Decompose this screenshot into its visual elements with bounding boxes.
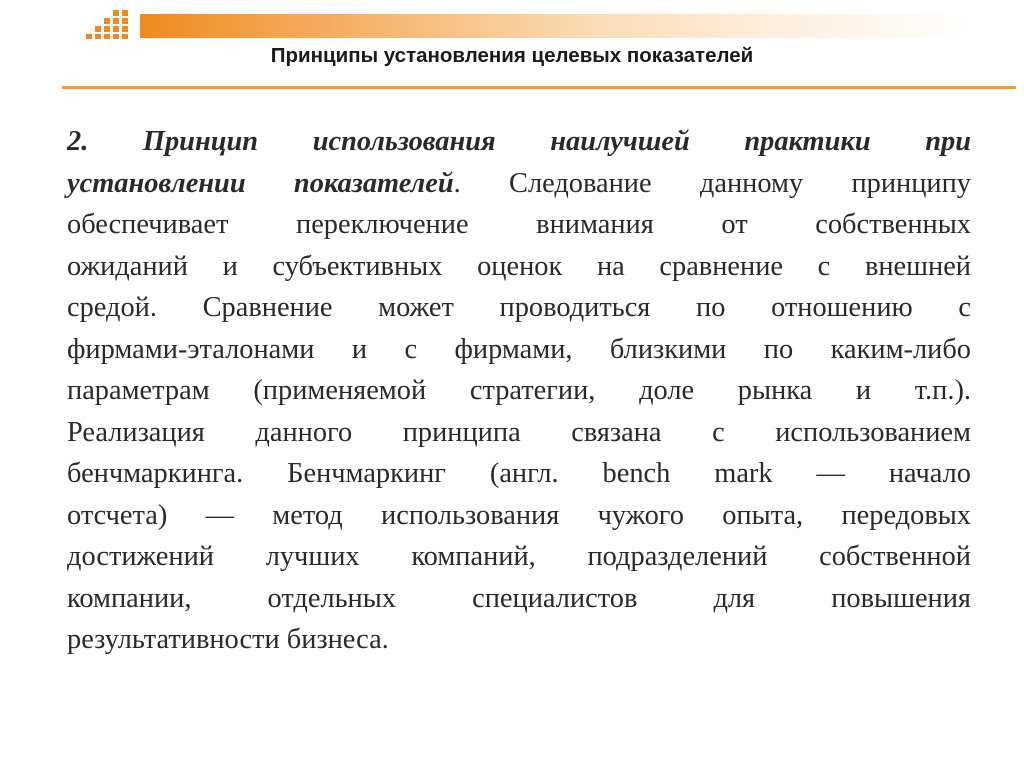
paragraph-line: Реализация данного принципа связана с использованием	[67, 416, 971, 448]
paragraph-line	[67, 163, 971, 205]
paragraph-line: фирмами-эталонами и с фирмами, близкими по каким-либо	[67, 333, 971, 365]
paragraph-line: 2. Принцип использования наилучшей практики при	[67, 126, 971, 157]
emphasis-text: установлении показателей	[67, 167, 454, 199]
paragraph-line: средой. Сравнение может проводиться по отношению с	[67, 292, 971, 323]
paragraph-line: достижений лучших компаний, подразделений собственной	[67, 541, 971, 572]
orange-dot-grid-icon	[82, 8, 134, 40]
paragraph-line: параметрам (применяемой стратегии, доле рынка и т.п.).	[67, 375, 971, 406]
paragraph-line: отсчета) — метод использования чужого опыта, передовых	[67, 499, 971, 531]
slide-title: Принципы установления целевых показателей	[270, 44, 754, 67]
paragraph-text: . Следование данному принципу	[453, 167, 971, 199]
paragraph-line: ожиданий и субъективных оценок на сравнение с внешней	[67, 250, 971, 282]
paragraph-line: компании, отдельных специалистов для повышения	[67, 582, 971, 614]
body-paragraph	[67, 121, 971, 661]
paragraph-line: бенчмаркинга. Бенчмаркинг (англ. bench mark — начало	[67, 458, 971, 489]
paragraph-line: результативности бизнеса.	[67, 624, 389, 655]
title-divider	[62, 86, 1016, 89]
header-gradient-bar	[140, 14, 969, 38]
paragraph-line: обеспечивает переключение внимания от собственных	[67, 209, 971, 240]
